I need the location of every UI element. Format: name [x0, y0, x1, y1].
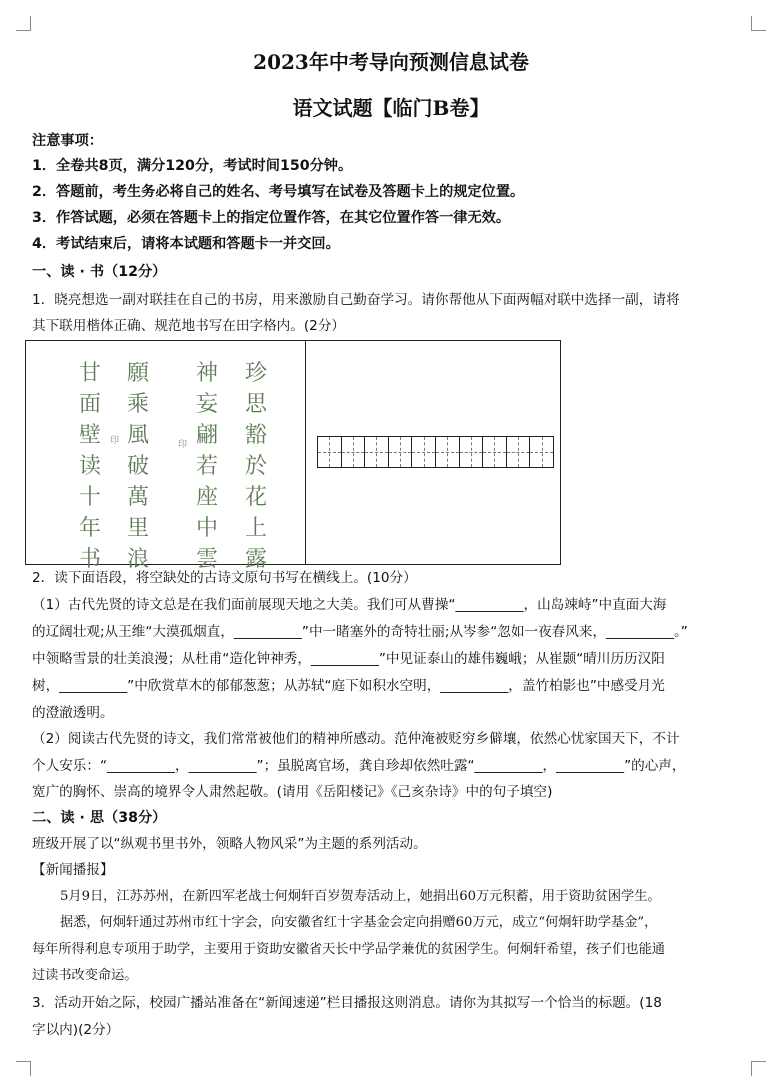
news-paragraph: 过读书改变命运。 [32, 968, 138, 983]
grid-cell[interactable] [389, 436, 413, 468]
corner-mark [751, 1061, 766, 1076]
corner-mark [16, 16, 31, 31]
grid-cell[interactable] [365, 436, 389, 468]
news-paragraph: 5月9日，江苏苏州，在新四军老战士何炯轩百岁贺寿活动上，她捐出60万元积蓄，用于资助贫困学生。 [60, 889, 661, 904]
grid-cell[interactable] [412, 436, 436, 468]
question-2-heading: 2．读下面语段，将空缺处的古诗文原句书写在横线上。(10分） [32, 570, 417, 586]
page-subtitle: 语文试题【临门B卷】 [292, 96, 490, 120]
page-title: 2023年中考导向预测信息试卷 [253, 50, 529, 74]
question-3-text: 3．活动开始之际，校园广播站准备在“新闻速递”栏目播报这则消息。请你为其拟写一个恰当的标题。(18 [32, 995, 662, 1011]
frame-divider [305, 340, 306, 564]
tianzige-grid[interactable] [317, 436, 554, 468]
notice-item: 4．考试结束后，请将本试题和答题卡一并交回。 [32, 236, 340, 252]
corner-mark [16, 1061, 31, 1076]
section2-heading: 二、读 · 思（38分） [32, 810, 167, 826]
question-2-1-text: 的辽阔壮观;从王维“大漠孤烟直，__________”中一睹塞外的奇特壮丽;从岑参“忽如一夜春风来，__________。” [32, 624, 688, 640]
question-2-1-text: （1）古代先贤的诗文总是在我们面前展现天地之大美。我们可从曹操“__________，山岛竦峙”中直面大海 [32, 597, 667, 613]
couplet-a-left: 甘面壁读十年书 [78, 361, 101, 572]
question-2-1-text: 的澄澈透明。 [32, 705, 114, 721]
notice-item: 1．全卷共8页，满分120分，考试时间150分钟。 [32, 158, 353, 174]
question-1-text: 1．晓亮想选一副对联挂在自己的书房，用来激励自己勤奋学习。请你帮他从下面两幅对联中选择一副，请将 [32, 292, 680, 308]
news-paragraph: 每年所得利息专项用于助学，主要用于资助安徽省天长中学品学兼优的贫困学生。何炯轩希望，孩子们也能通 [32, 942, 665, 957]
question-1-text: 其下联用楷体正确、规范地书写在田字格内。(2分） [32, 318, 346, 334]
news-label: 【新闻播报】 [32, 862, 114, 878]
question-2-1-text: 树，__________”中欣赏草木的郁郁葱葱；从苏轼“庭下如积水空明，__________，盖竹柏影也”中感受月光 [32, 678, 665, 694]
couplet-b-left: 神妄翩若座中雲 [195, 361, 218, 572]
question-2-1-text: 中领略雪景的壮美浪漫；从杜甫“造化钟神秀，__________”中见证泰山的雄伟巍峨；从崔颢“晴川历历汉阳 [32, 651, 665, 667]
seal-stamp: 印 [110, 436, 120, 446]
question-3-text: 字以内)(2分） [32, 1022, 120, 1038]
grid-cell[interactable] [483, 436, 507, 468]
seal-stamp: 印 [178, 440, 188, 450]
grid-cell[interactable] [507, 436, 531, 468]
couplet-b-right: 珍思豁於花上露 [244, 361, 267, 572]
notice-item: 2．答题前，考生务必将自己的姓名、考号填写在试卷及答题卡上的规定位置。 [32, 184, 525, 200]
section2-intro: 班级开展了以“纵观书里书外，领略人物风采”为主题的系列活动。 [32, 836, 427, 852]
corner-mark [751, 16, 766, 31]
grid-cell[interactable] [530, 436, 554, 468]
question-2-2-text: 宽广的胸怀、崇高的境界令人肃然起敬。(请用《岳阳楼记》《己亥杂诗》中的句子填空) [32, 784, 553, 800]
notice-item: 3．作答试题，必须在答题卡上的指定位置作答，在其它位置作答一律无效。 [32, 210, 511, 226]
couplet-a-right: 願乘風破萬里浪 [126, 361, 149, 572]
notice-heading: 注意事项： [32, 133, 103, 149]
news-paragraph: 据悉，何炯轩通过苏州市红十字会，向安徽省红十字基金会定向捐赠60万元，成立“何炯轩助学基金”， [60, 915, 658, 930]
grid-cell[interactable] [436, 436, 460, 468]
section1-heading: 一、读 · 书（12分） [32, 264, 167, 280]
grid-cell[interactable] [317, 436, 342, 468]
question-2-2-text: 个人安乐：“__________，__________”；虽脱离官场，龚自珍却依然吐露“__________，__________”的心声， [32, 758, 686, 774]
question-2-2-text: （2）阅读古代先贤的诗文，我们常常被他们的精神所感动。范仲淹被贬穷乡僻壤，依然心忧家国天下，不计 [32, 731, 680, 747]
grid-cell[interactable] [342, 436, 366, 468]
grid-cell[interactable] [460, 436, 484, 468]
